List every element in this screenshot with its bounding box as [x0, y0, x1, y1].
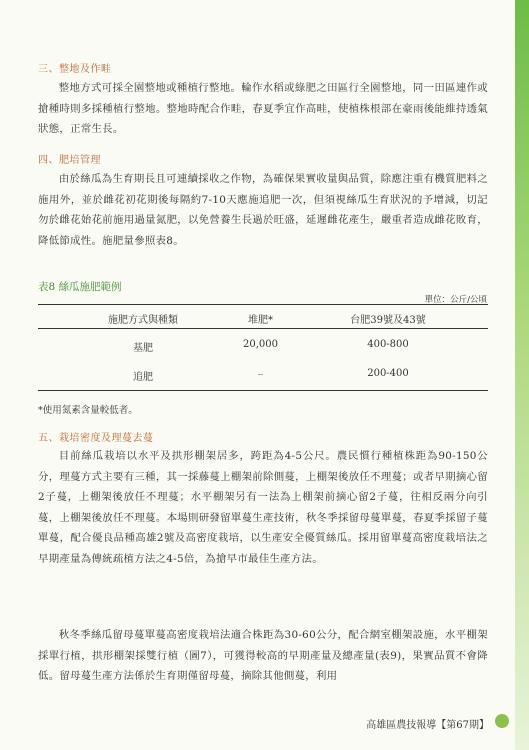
section-5-title: 五、栽培密度及理蔓去蔓: [38, 433, 154, 444]
table-header-cell: 施肥方式與種類: [108, 315, 178, 326]
table-title: 表8 絲瓜施肥範例: [38, 281, 122, 293]
table-header-rule: [38, 328, 488, 329]
table-bottom-rule: [38, 390, 488, 391]
journal-footer: 高雄區農技報導【第67期】: [366, 720, 489, 731]
table-cell: 基肥: [133, 343, 153, 354]
page-badge-icon: [495, 714, 509, 728]
table-footnote: *使用氮素含量較低者。: [38, 405, 138, 416]
table-unit: 單位：公斤/公頃: [424, 295, 487, 305]
table-header-cell: 堆肥*: [248, 315, 273, 326]
table-cell: 200-400: [367, 368, 409, 379]
table-top-rule: [38, 304, 488, 305]
table-cell: _: [258, 364, 263, 375]
table-cell: 20,000: [243, 339, 278, 350]
table-cell: 400-800: [367, 339, 409, 350]
section-4-title: 四、肥培管理: [38, 155, 101, 166]
section-5-paragraph-1: 目前絲瓜栽培以水平及拱形棚架居多，跨距為4-5公尺。農民慣行種植株距為90-150公分，理蔓方式主要有三種，其一採藤蔓上棚架前除側蔓，上棚架後放任不理蔓；或者早期摘心留2子蔓，上棚架後放任不理蔓；水平棚架另有一法為上棚架前摘心留2子蔓，往相反兩分向引蔓，上棚架後放任不理蔓。本場則研發留單蔓生產技術，秋冬季採留母蔓單蔓，春夏季採留子蔓單蔓，配合優良品種高雄2號及高密度栽培，以生產安全優質絲瓜。採用留單蔓高密度栽培法之早期產量為傳統疏植方法之4-5倍，為搶早市最佳生產方法。: [38, 450, 488, 565]
section-5-paragraph-2: 秋冬季絲瓜留母蔓單蔓高密度栽培法適合株距為30-60公分，配合網室棚架設施，水平棚架採單行植，拱形棚架採雙行植（圖7），可獲得較高的早期產量及總產量(表9)，果實品質不會降低。留母蔓生產方法係於生育期僅留母蔓，摘除其他側蔓，利用: [38, 629, 488, 682]
section-3-paragraph: 整地方式可採全園整地或種植行整地。輪作水稻或綠肥之田區行全園整地，同一田區連作或搶種時則多採種植行整地。整地時配合作畦，春夏季宜作高畦，使植株根部在豪雨後能維持透氣狀態，正常生長。: [38, 82, 488, 135]
table-header-cell: 台肥39號及43號: [350, 315, 426, 326]
decorative-side-bar: [515, 0, 529, 750]
table-cell: 追肥: [133, 372, 153, 383]
section-3-title: 三、整地及作畦: [38, 64, 112, 75]
section-4-paragraph: 由於絲瓜為生育期長且可連續採收之作物，為確保果實收量與品質，除應注重有機質肥料之施用外，並於雌花初花期後每隔約7-10天應施追肥一次，但須視絲瓜生育狀況的予增減，切記勿於雌花始花前施用過量氮肥，以免營養生長過於旺盛，延遲雌花產生，嚴重者造成雌花敗育，降低節成性。施肥量參照表8。: [38, 173, 488, 247]
